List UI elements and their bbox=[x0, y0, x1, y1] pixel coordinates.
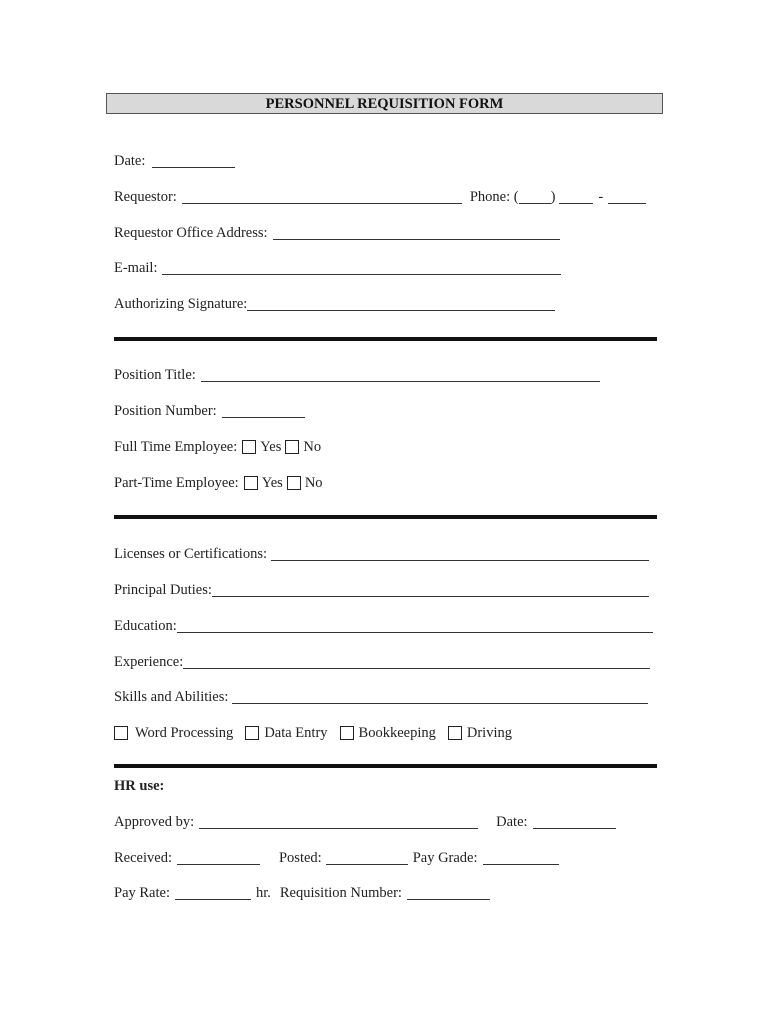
full-time-no-checkbox[interactable] bbox=[285, 440, 299, 454]
office-address-row bbox=[114, 222, 560, 242]
part-time-row bbox=[114, 472, 323, 492]
phone-label: Phone: ( bbox=[469, 189, 519, 205]
approved-label: Approved by: bbox=[114, 814, 195, 830]
skill-options-row bbox=[114, 722, 512, 742]
driving-checkbox[interactable] bbox=[448, 726, 462, 740]
part-time-yes-label: Yes bbox=[261, 475, 283, 491]
education-row bbox=[114, 615, 653, 635]
skill-option-driving[interactable] bbox=[448, 724, 512, 742]
phone-line-field[interactable] bbox=[608, 190, 646, 204]
per-hour-label: hr. bbox=[255, 885, 271, 901]
part-time-yes-option[interactable] bbox=[244, 474, 283, 492]
licenses-field[interactable] bbox=[271, 547, 649, 561]
skill-option-word-processing[interactable] bbox=[114, 724, 233, 742]
skills-row bbox=[114, 686, 648, 706]
data-entry-checkbox[interactable] bbox=[245, 726, 259, 740]
requisition-number-label: Requisition Number: bbox=[279, 885, 402, 901]
requisition-number-field[interactable] bbox=[407, 886, 490, 900]
section-divider-2 bbox=[114, 515, 657, 519]
skill-option-bookkeeping[interactable] bbox=[340, 724, 436, 742]
full-time-no-label: No bbox=[303, 439, 322, 455]
word-processing-checkbox[interactable] bbox=[114, 726, 128, 740]
hr-date-label: Date: bbox=[496, 814, 528, 830]
word-processing-label: Word Processing bbox=[135, 725, 234, 741]
requestor-label: Requestor: bbox=[114, 189, 177, 205]
office-address-label: Requestor Office Address: bbox=[114, 225, 268, 241]
experience-field[interactable] bbox=[183, 655, 650, 669]
approved-by-field[interactable] bbox=[199, 815, 478, 829]
section-divider-1 bbox=[114, 337, 657, 341]
phone-dash: - bbox=[598, 189, 604, 205]
pay-rate-field[interactable] bbox=[175, 886, 251, 900]
duties-label: Principal Duties: bbox=[114, 582, 212, 598]
bookkeeping-checkbox[interactable] bbox=[340, 726, 354, 740]
posted-label: Posted: bbox=[278, 850, 322, 866]
licenses-label: Licenses or Certifications: bbox=[114, 546, 268, 562]
signature-label: Authorizing Signature: bbox=[114, 296, 248, 312]
part-time-no-checkbox[interactable] bbox=[287, 476, 301, 490]
email-field[interactable] bbox=[162, 261, 561, 275]
licenses-row bbox=[114, 543, 649, 563]
posted-field[interactable] bbox=[326, 851, 408, 865]
education-field[interactable] bbox=[177, 619, 653, 633]
phone-prefix-field[interactable] bbox=[559, 190, 593, 204]
signature-field[interactable] bbox=[247, 297, 555, 311]
position-number-label: Position Number: bbox=[114, 403, 217, 419]
duties-row bbox=[114, 579, 649, 599]
office-address-field[interactable] bbox=[273, 226, 560, 240]
pay-rate-label: Pay Rate: bbox=[114, 885, 170, 901]
received-row bbox=[114, 847, 559, 867]
full-time-label: Full Time Employee: bbox=[114, 439, 238, 455]
part-time-no-option[interactable] bbox=[287, 474, 323, 492]
skills-field[interactable] bbox=[232, 690, 648, 704]
received-label: Received: bbox=[114, 850, 172, 866]
part-time-yes-checkbox[interactable] bbox=[244, 476, 258, 490]
signature-row bbox=[114, 293, 555, 313]
date-row bbox=[114, 150, 235, 170]
hr-date-field[interactable] bbox=[533, 815, 616, 829]
date-field[interactable] bbox=[152, 154, 235, 168]
section-divider-3 bbox=[114, 764, 657, 768]
full-time-row bbox=[114, 436, 321, 456]
approved-row bbox=[114, 811, 616, 831]
experience-row bbox=[114, 651, 650, 671]
phone-area-code-field[interactable] bbox=[519, 190, 551, 204]
full-time-yes-option[interactable] bbox=[242, 438, 281, 456]
duties-field[interactable] bbox=[212, 583, 649, 597]
email-label: E-mail: bbox=[114, 260, 158, 276]
received-field[interactable] bbox=[177, 851, 260, 865]
requestor-row bbox=[114, 186, 646, 206]
data-entry-label: Data Entry bbox=[264, 725, 328, 741]
date-label: Date: bbox=[114, 153, 146, 169]
experience-label: Experience: bbox=[114, 654, 184, 670]
driving-label: Driving bbox=[466, 725, 512, 741]
bookkeeping-label: Bookkeeping bbox=[358, 725, 436, 741]
position-title-label: Position Title: bbox=[114, 367, 196, 383]
full-time-yes-label: Yes bbox=[260, 439, 282, 455]
email-row bbox=[114, 257, 561, 277]
part-time-label: Part-Time Employee: bbox=[114, 475, 239, 491]
position-number-row bbox=[114, 400, 305, 420]
phone-paren-close: ) bbox=[550, 189, 556, 205]
hr-heading: HR use: bbox=[114, 778, 165, 794]
skills-label: Skills and Abilities: bbox=[114, 689, 229, 705]
pay-rate-row bbox=[114, 882, 490, 902]
education-label: Education: bbox=[114, 618, 177, 634]
position-number-field[interactable] bbox=[222, 404, 305, 418]
skill-option-data-entry[interactable] bbox=[245, 724, 327, 742]
requestor-field[interactable] bbox=[182, 190, 462, 204]
full-time-yes-checkbox[interactable] bbox=[242, 440, 256, 454]
position-title-row bbox=[114, 364, 600, 384]
pay-grade-field[interactable] bbox=[483, 851, 559, 865]
pay-grade-label: Pay Grade: bbox=[412, 850, 478, 866]
position-title-field[interactable] bbox=[201, 368, 600, 382]
full-time-no-option[interactable] bbox=[285, 438, 321, 456]
part-time-no-label: No bbox=[304, 475, 323, 491]
form-title: PERSONNEL REQUISITION FORM bbox=[106, 93, 663, 114]
